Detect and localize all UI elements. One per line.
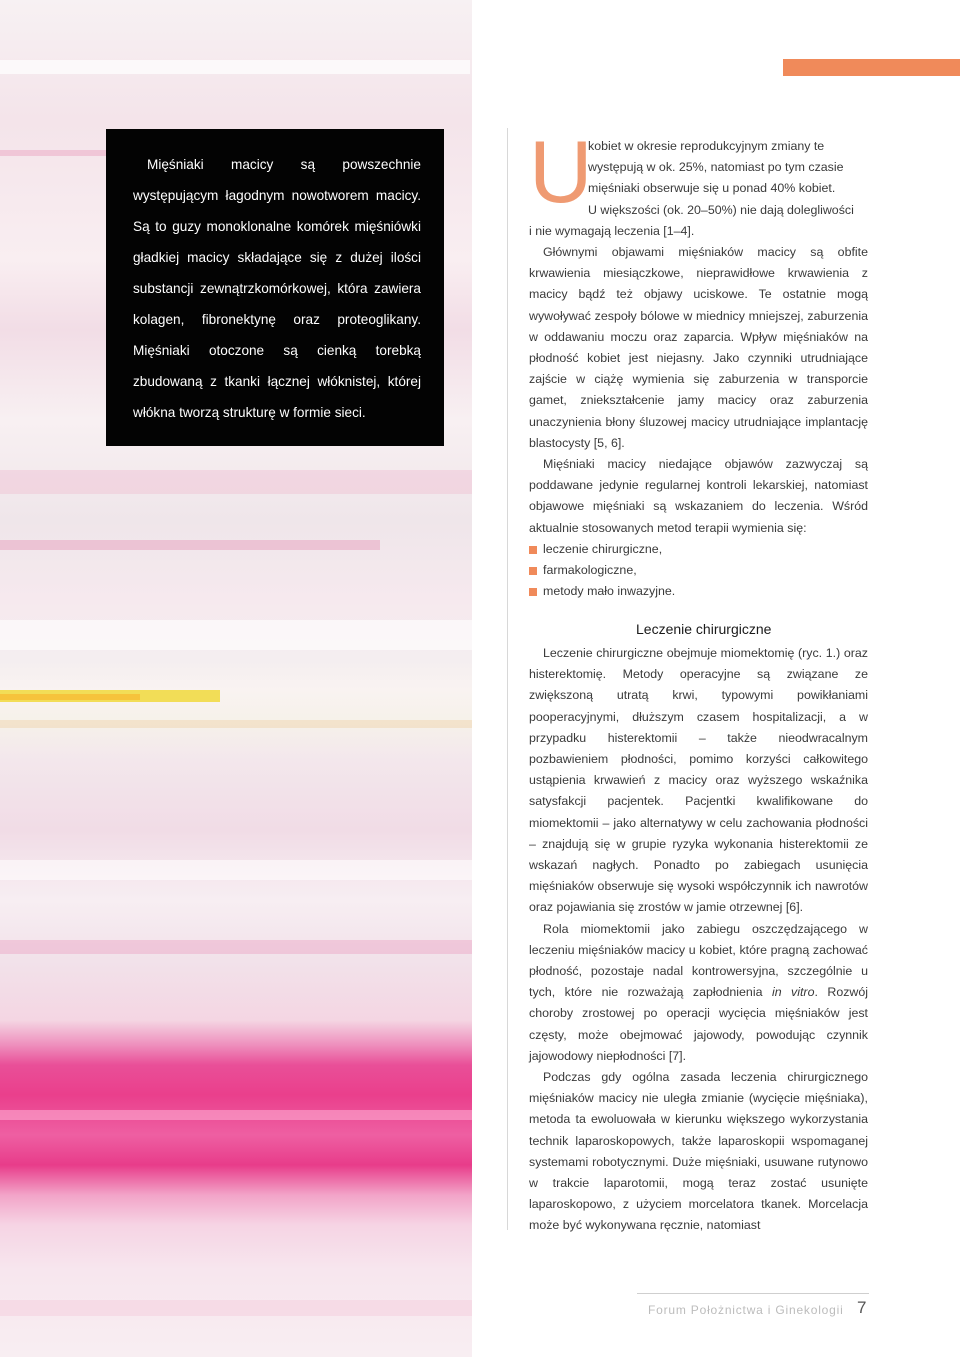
drop-cap: U bbox=[529, 122, 593, 221]
sidebar-quote-text: Mięśniaki macicy są powszechnie występującym łagodnym nowotworem macicy. Są to guzy monoklonalne komórek mięśniówki gładkiej macicy składające się z dużej ilości substancji zewnątrzkomórkowej, która zawiera kolagen, fibronektynę oraz proteoglikany. Mięśniaki otoczone są cienką torebką zbudowaną z tkanki łącznej włóknistej, której włókna tworzą strukturę w formie sieci. bbox=[133, 157, 421, 420]
list-item: farmakologiczne, bbox=[529, 560, 868, 581]
bullet-square-icon bbox=[529, 567, 537, 575]
paint-streak bbox=[0, 470, 472, 494]
main-column-top bbox=[529, 122, 868, 602]
paint-streak bbox=[0, 620, 472, 650]
intro-line: mięśniaki obserwuje się u ponad 40% kobiet. bbox=[588, 181, 836, 196]
list-item: leczenie chirurgiczne, bbox=[529, 539, 868, 560]
journal-name: Forum Położnictwa i Ginekologii bbox=[648, 1303, 844, 1317]
body-paragraph: Podczas gdy ogólna zasada leczenia chirurgicznego mięśniaków macicy nie uległa zmianie (wycięcie mięśniaka), metoda ta ewoluowała w kierunku większego wykorzystania technik laparoskopowych, także laparoskopii wspomaganej systemami robotycznymi. Duże mięśniaki, usuwane rutynowo w trakcie laparotomii, mogą teraz zostać usunięte laparoskopowo, z użyciem morcelatora tkanek. Morcelacja może być wykonywana ręcznie, natomiast bbox=[529, 1070, 868, 1233]
bullet-square-icon bbox=[529, 546, 537, 554]
paint-streak bbox=[0, 1300, 472, 1316]
page-number: 7 bbox=[857, 1298, 867, 1317]
italic-term: in vitro bbox=[771, 985, 815, 1000]
intro-line: występują w ok. 25%, natomiast po tym czasie bbox=[588, 160, 844, 175]
paint-streak bbox=[0, 720, 472, 728]
paint-streak bbox=[0, 1110, 472, 1120]
footer-rule bbox=[637, 1293, 869, 1294]
sidebar-quote-box bbox=[106, 129, 444, 446]
paint-streak bbox=[0, 860, 472, 880]
intro-line: U większości (ok. 20–50%) nie dają dolegliwości bbox=[588, 202, 854, 217]
intro-continuation: i nie wymagają leczenia [1–4]. bbox=[529, 223, 695, 238]
column-divider bbox=[507, 128, 508, 1230]
paint-streak bbox=[0, 60, 470, 74]
intro-block bbox=[529, 122, 868, 242]
bullet-square-icon bbox=[529, 588, 537, 596]
body-paragraph: Leczenie chirurgiczne obejmuje miomektomię (ryc. 1.) oraz histerektomię. Metody operacyjne są związane ze zwiększoną utratą krwi, typowymi powikłaniami pooperacyjnymi, dłuższym czasem hospitalizacji, a w przypadku histerektomii – także nieodwracalnym pozbawieniem płodności, pomimo korzyści całkowitego ustąpienia krwawień z macicy oraz wyższego wskaźnika satysfakcji pacjentek. Pacjentki kwalifikowane do miomektomii – jako alternatywy w celu zachowania płodności – znajdują się w grupie ryzyka wykonania histerektomii ze wskazań nagłych. Ponadto po zabiegach usunięcia mięśniaków obserwuje się wysoki współczynnik ich nawrotów oraz pojawiania się zrostów w jamie otrzewnej [6]. bbox=[529, 646, 868, 915]
section-heading: Leczenie chirurgiczne bbox=[636, 621, 772, 637]
intro-line: kobiet w okresie reprodukcyjnym zmiany te bbox=[588, 139, 825, 153]
list-item: metody mało inwazyjne. bbox=[529, 581, 868, 602]
paint-streak bbox=[0, 940, 472, 954]
main-column-section bbox=[529, 643, 868, 1237]
body-paragraph: Rola miomektomii jako zabiegu oszczędzającego w leczeniu mięśniaków macicy u kobiet, które pragną zachować płodność, pozostaje nadal kontrowersyjna, szczególnie u tych, które nie rozważają zapłodnienia in vitro. Rozwój choroby zrostowej po operacji wycięcia mięśniaków jest częsty, może obejmować jajowody, powodując czynnik jajowodowy niepłodności [7]. bbox=[529, 921, 869, 1063]
body-paragraph: Głównymi objawami mięśniaków macicy są obfite krwawienia miesiączkowe, nieprawidłowe krwawienia z macicy bądź też objawy uciskowe. Te ostatnie mogą wywoływać zespoły bólowe w miednicy mniejszej, zaburzenia w oddawaniu moczu oraz zaparcia. Wpływ mięśniaków na płodność kobiet jest niejasny. Jako czynniki utrudniające zajście w ciążę wymienia się zaburzenia w transporcie gamet, zniekształcenie jamy macicy oraz zaburzenia unaczynienia błony śluzowej macicy utrudniające implantację blastocysty [5, 6]. bbox=[529, 245, 868, 450]
paint-streak bbox=[0, 540, 380, 550]
treatment-list bbox=[529, 539, 868, 603]
accent-bar bbox=[783, 59, 960, 76]
paint-streak-yellow bbox=[0, 694, 140, 700]
body-paragraph: Mięśniaki macicy niedające objawów zazwyczaj są poddawane jedynie regularnej kontroli lekarskiej, natomiast objawowe mięśniaki są wskazaniem do leczenia. Wśród aktualnie stosowanych metod terapii wymienia się: bbox=[529, 457, 868, 535]
